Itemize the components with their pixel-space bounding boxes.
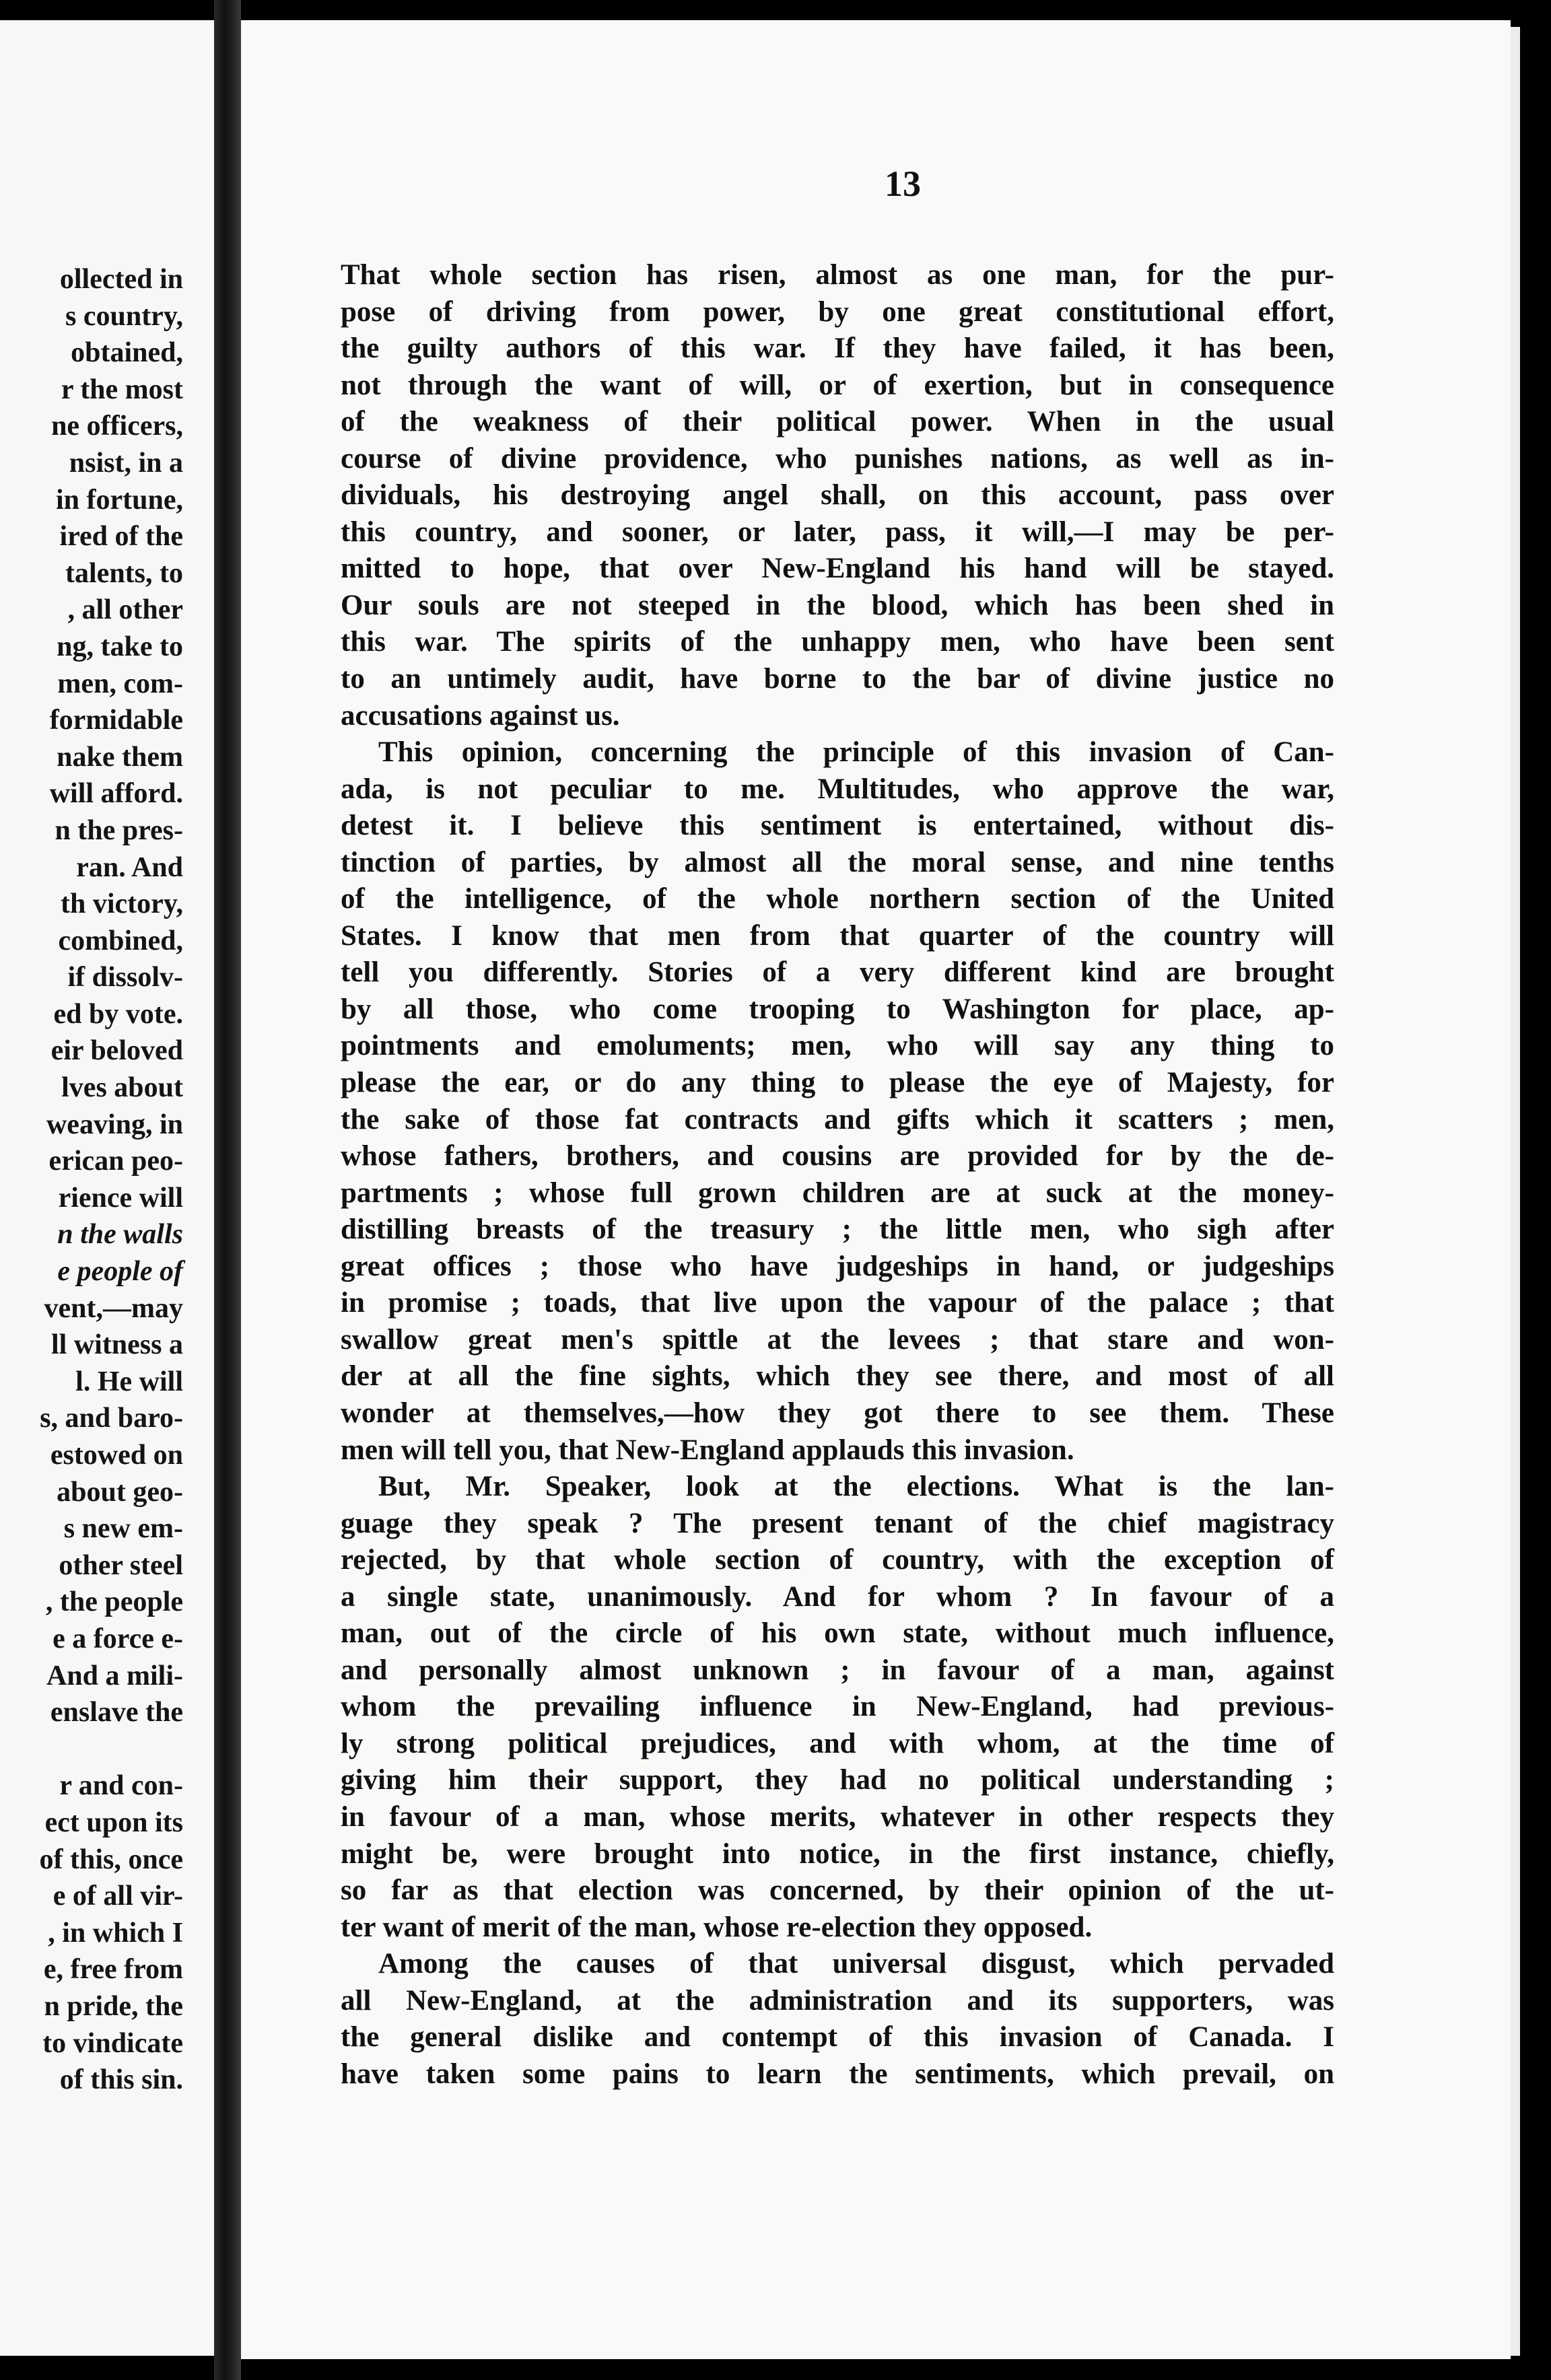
text-line-14: This opinion, concerning the principle of this invasion of Can- bbox=[378, 736, 1334, 769]
text-line-26: partments ; whose full grown children are at suck at the money- bbox=[341, 1177, 1334, 1209]
left-line-36: other steel bbox=[59, 1549, 183, 1581]
left-line-25: erican peo- bbox=[48, 1146, 183, 1177]
text-line-32: wonder at themselves,—how they got there to see them. These bbox=[341, 1397, 1334, 1429]
left-line-42: r and con- bbox=[59, 1770, 183, 1802]
text-line-50: have taken some pains to learn the sentiments, which prevail, on bbox=[341, 2058, 1334, 2090]
left-line-44: of this, once bbox=[39, 1844, 183, 1875]
text-line-6: course of divine providence, who punishes nations, as well as in- bbox=[341, 442, 1334, 475]
text-line-22: pointments and emoluments; men, who will say any thing to bbox=[341, 1030, 1334, 1062]
text-line-4: not through the want of will, or of exertion, but in consequence bbox=[341, 369, 1334, 401]
text-line-15: ada, is not peculiar to me. Multitudes, who approve the war, bbox=[341, 773, 1334, 805]
left-line-23: lves about bbox=[61, 1072, 183, 1104]
text-line-11: this war. The spirits of the unhappy men, who have been sent bbox=[341, 626, 1334, 658]
left-line-21: ed by vote. bbox=[53, 998, 183, 1030]
left-line-29: vent,—may bbox=[44, 1292, 183, 1324]
left-line-17: ran. And bbox=[76, 851, 183, 883]
text-line-2: pose of driving from power, by one great constitutional effort, bbox=[341, 295, 1334, 328]
text-line-34: But, Mr. Speaker, look at the elections. What is the lan- bbox=[378, 1471, 1334, 1503]
text-line-41: ly strong political prejudices, and with whom, at the time of bbox=[341, 1727, 1334, 1759]
left-line-46: , in which I bbox=[48, 1917, 183, 1949]
left-line-48: n pride, the bbox=[44, 1990, 183, 2022]
page-number: 13 bbox=[885, 164, 921, 204]
left-line-34: about geo- bbox=[57, 1476, 183, 1508]
left-line-1: ollected in bbox=[59, 264, 183, 295]
text-line-17: tinction of parties, by almost all the moral sense, and nine tenths bbox=[341, 846, 1334, 878]
text-line-24: the sake of those fat contracts and gifts which it scatters ; men, bbox=[341, 1103, 1334, 1135]
left-line-11: ng, take to bbox=[57, 631, 183, 662]
text-line-19: States. I know that men from that quarter of the country will bbox=[341, 919, 1334, 952]
left-line-33: estowed on bbox=[50, 1440, 183, 1471]
left-line-2: s country, bbox=[65, 300, 183, 332]
left-line-24: weaving, in bbox=[46, 1109, 183, 1140]
text-line-45: so far as that election was concerned, by their opinion of the ut- bbox=[341, 1875, 1334, 1907]
left-line-8: ired of the bbox=[59, 521, 183, 553]
left-line-50: of this sin. bbox=[59, 2064, 183, 2096]
book-gutter bbox=[214, 0, 241, 2380]
text-line-31: der at all the fine sights, which they see there, and most of all bbox=[341, 1360, 1334, 1393]
left-page-fragment bbox=[0, 20, 214, 2356]
text-line-9: mitted to hope, that over New-England his hand will be stayed. bbox=[341, 553, 1334, 585]
page-edge bbox=[1511, 27, 1520, 2356]
text-line-7: dividuals, his destroying angel shall, on this account, pass over bbox=[341, 479, 1334, 512]
left-line-43: ect upon its bbox=[44, 1807, 183, 1838]
left-line-6: nsist, in a bbox=[69, 447, 183, 479]
left-line-31: l. He will bbox=[75, 1366, 183, 1397]
right-page bbox=[241, 20, 1511, 2359]
text-line-23: please the ear, or do any thing to please the eye of Majesty, for bbox=[341, 1067, 1334, 1099]
text-line-18: of the intelligence, of the whole northern section of the United bbox=[341, 883, 1334, 915]
left-line-41 bbox=[0, 1731, 183, 1768]
left-line-38: e a force e- bbox=[53, 1623, 183, 1654]
left-line-40: enslave the bbox=[50, 1697, 183, 1728]
text-line-30: swallow great men's spittle at the levees ; that stare and won- bbox=[341, 1323, 1334, 1356]
text-line-5: of the weakness of their political power. When in the usual bbox=[341, 406, 1334, 438]
text-line-49: the general dislike and contempt of this invasion of Canada. I bbox=[341, 2021, 1334, 2054]
left-line-4: r the most bbox=[61, 374, 183, 405]
text-line-13: accusations against us. bbox=[341, 699, 620, 732]
text-line-48: all New-England, at the administration and its supporters, was bbox=[341, 1984, 1334, 2017]
text-line-37: a single state, unanimously. And for whom ? In favour of a bbox=[341, 1580, 1334, 1613]
left-line-22: eir beloved bbox=[50, 1035, 183, 1067]
text-line-29: in promise ; toads, that live upon the vapour of the palace ; that bbox=[341, 1287, 1334, 1319]
left-line-32: s, and baro- bbox=[40, 1403, 183, 1434]
text-line-25: whose fathers, brothers, and cousins are provided for by the de- bbox=[341, 1140, 1334, 1172]
text-line-35: guage they speak ? The present tenant of the chief magistracy bbox=[341, 1507, 1334, 1539]
left-line-7: in fortune, bbox=[56, 484, 183, 516]
left-line-20: if dissolv- bbox=[67, 962, 183, 993]
left-line-39: And a mili- bbox=[46, 1660, 183, 1691]
text-line-20: tell you differently. Stories of a very different kind are brought bbox=[341, 956, 1334, 989]
left-line-3: obtained, bbox=[71, 337, 183, 369]
text-line-44: might be, were brought into notice, in the first instance, chiefly, bbox=[341, 1838, 1334, 1870]
text-line-10: Our souls are not steeped in the blood, which has been shed in bbox=[341, 589, 1334, 621]
left-line-12: men, com- bbox=[57, 668, 183, 699]
text-line-47: Among the causes of that universal disgust, which pervaded bbox=[378, 1948, 1334, 1980]
text-line-1: That whole section has risen, almost as one man, for the pur- bbox=[341, 259, 1334, 291]
text-line-28: great offices ; those who have judgeships in hand, or judgeships bbox=[341, 1250, 1334, 1282]
left-line-49: to vindicate bbox=[42, 2027, 183, 2059]
left-line-47: e, free from bbox=[43, 1954, 183, 1986]
left-line-26: rience will bbox=[58, 1182, 183, 1214]
left-line-15: will afford. bbox=[49, 778, 183, 810]
left-line-9: talents, to bbox=[65, 557, 183, 589]
text-line-40: whom the prevailing influence in New-England, had previous- bbox=[341, 1691, 1334, 1723]
left-line-28: e people of bbox=[57, 1256, 183, 1288]
left-line-5: ne officers, bbox=[51, 411, 183, 442]
text-line-16: detest it. I believe this sentiment is entertained, without dis- bbox=[341, 810, 1334, 842]
text-line-42: giving him their support, they had no political understanding ; bbox=[341, 1764, 1334, 1796]
left-line-45: e of all vir- bbox=[53, 1881, 183, 1912]
left-page-text bbox=[0, 261, 183, 2099]
text-line-27: distilling breasts of the treasury ; the little men, who sigh after bbox=[341, 1214, 1334, 1246]
text-line-12: to an untimely audit, have borne to the bar of divine justice no bbox=[341, 663, 1334, 695]
body-text bbox=[341, 257, 1334, 2093]
left-line-27: n the walls bbox=[57, 1219, 183, 1251]
text-line-38: man, out of the circle of his own state, without much influence, bbox=[341, 1617, 1334, 1650]
text-line-43: in favour of a man, whose merits, whatever in other respects they bbox=[341, 1800, 1334, 1833]
text-line-46: ter want of merit of the man, whose re-election they opposed. bbox=[341, 1911, 1093, 1943]
left-line-37: , the people bbox=[45, 1586, 183, 1618]
left-line-13: formidable bbox=[49, 705, 183, 736]
text-line-33: men will tell you, that New-England applauds this invasion. bbox=[341, 1434, 1074, 1466]
left-line-19: combined, bbox=[58, 925, 183, 956]
text-line-8: this country, and sooner, or later, pass, it will,—I may be per- bbox=[341, 516, 1334, 548]
text-line-36: rejected, by that whole section of country, with the exception of bbox=[341, 1544, 1334, 1576]
text-line-3: the guilty authors of this war. If they have failed, it has been, bbox=[341, 332, 1334, 365]
left-line-16: n the pres- bbox=[55, 814, 183, 846]
left-line-14: nake them bbox=[57, 741, 183, 773]
text-line-21: by all those, who come trooping to Washington for place, ap- bbox=[341, 993, 1334, 1025]
text-line-39: and personally almost unknown ; in favour of a man, against bbox=[341, 1654, 1334, 1686]
left-line-10: , all other bbox=[67, 594, 183, 626]
left-line-35: s new em- bbox=[63, 1513, 183, 1545]
left-line-30: ll witness a bbox=[50, 1329, 183, 1361]
left-line-18: th victory, bbox=[61, 888, 183, 920]
